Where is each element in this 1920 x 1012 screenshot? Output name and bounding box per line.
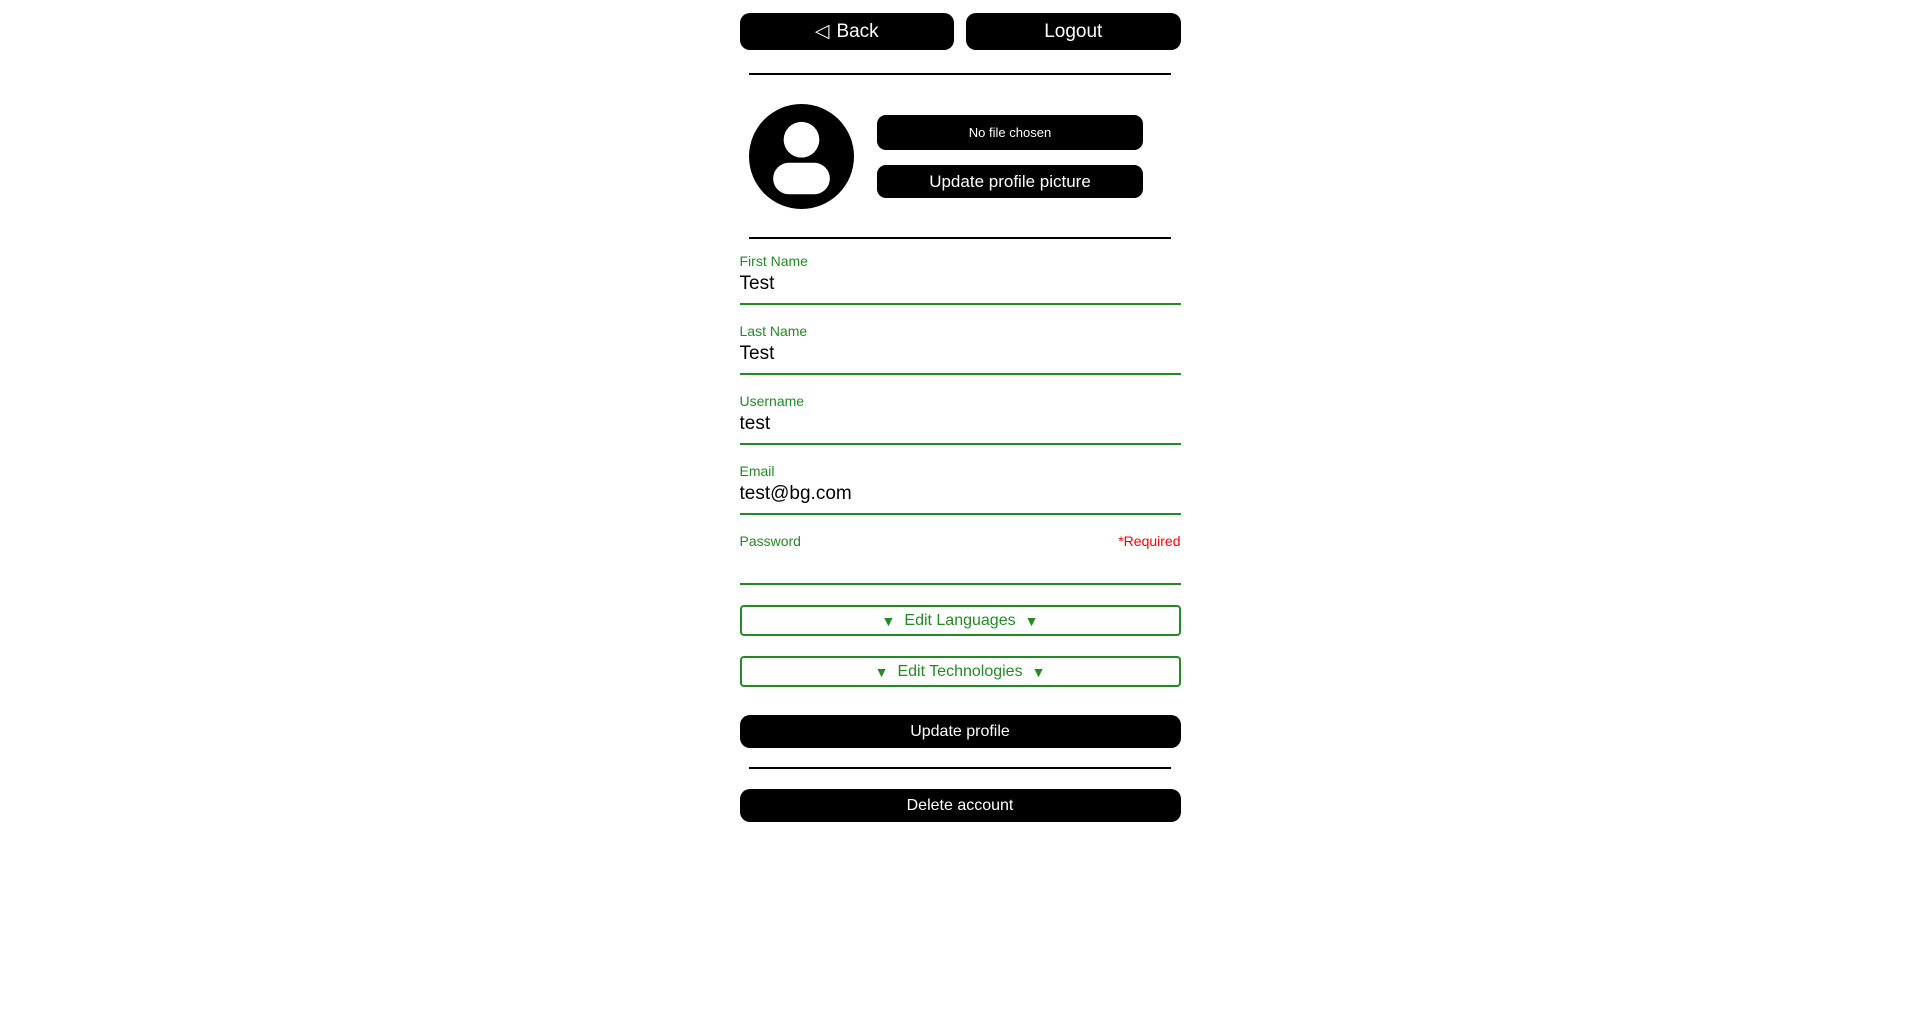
divider bbox=[749, 767, 1171, 769]
first-name-label: First Name bbox=[739, 253, 808, 269]
first-name-field bbox=[740, 253, 1181, 305]
edit-technologies-button[interactable] bbox=[740, 656, 1181, 687]
username-label: Username bbox=[739, 393, 805, 409]
last-name-field bbox=[740, 323, 1181, 375]
divider bbox=[749, 237, 1171, 239]
delete-account-button[interactable] bbox=[740, 789, 1181, 822]
logout-button-label: Logout bbox=[1044, 20, 1103, 42]
password-field bbox=[740, 533, 1181, 585]
username-field bbox=[740, 393, 1181, 445]
profile-picture-section bbox=[749, 104, 1171, 209]
update-profile-picture-button[interactable] bbox=[877, 165, 1143, 198]
back-arrow-icon: ◁ bbox=[814, 21, 830, 42]
email-label: Email bbox=[739, 463, 775, 479]
profile-picture-controls bbox=[877, 115, 1143, 198]
logout-button[interactable] bbox=[966, 13, 1181, 50]
back-button[interactable] bbox=[740, 13, 955, 50]
email-input[interactable] bbox=[740, 479, 1181, 513]
profile-form bbox=[740, 253, 1181, 748]
last-name-input[interactable] bbox=[740, 339, 1181, 373]
update-profile-button[interactable] bbox=[740, 715, 1181, 748]
profile-panel bbox=[740, 13, 1181, 822]
edit-languages-label: Edit Languages bbox=[904, 611, 1016, 629]
person-avatar-icon bbox=[749, 104, 854, 209]
back-button-label: Back bbox=[836, 20, 879, 42]
last-name-label: Last Name bbox=[739, 323, 808, 339]
password-required-note: *Required bbox=[1118, 533, 1181, 549]
password-input[interactable] bbox=[740, 549, 1181, 583]
file-input-status-text: No file chosen bbox=[968, 125, 1052, 140]
header-actions bbox=[740, 13, 1181, 50]
delete-account-label: Delete account bbox=[906, 796, 1014, 814]
email-field bbox=[740, 463, 1181, 515]
update-profile-label: Update profile bbox=[910, 722, 1010, 740]
dropdown-arrow-icon: ▼ bbox=[874, 663, 889, 680]
divider bbox=[749, 73, 1171, 75]
username-input[interactable] bbox=[740, 409, 1181, 443]
dropdown-arrow-icon: ▼ bbox=[1031, 663, 1046, 680]
edit-languages-button[interactable] bbox=[740, 605, 1181, 636]
update-profile-picture-label: Update profile picture bbox=[929, 171, 1091, 191]
dropdown-arrow-icon: ▼ bbox=[881, 612, 896, 629]
edit-technologies-label: Edit Technologies bbox=[897, 662, 1023, 680]
dropdown-arrow-icon: ▼ bbox=[1024, 612, 1039, 629]
password-label: Password bbox=[739, 533, 801, 549]
profile-picture-file-input[interactable] bbox=[877, 115, 1143, 150]
first-name-input[interactable] bbox=[740, 269, 1181, 303]
